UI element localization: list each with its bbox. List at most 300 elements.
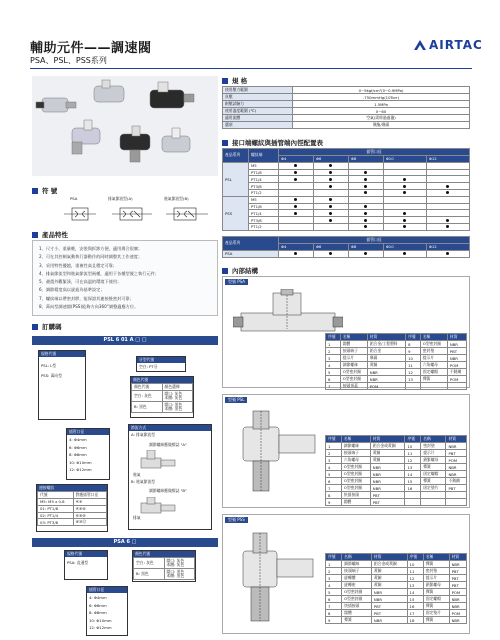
parts-cell: 17 [407,610,423,617]
parts-row [326,383,467,390]
parts-row [326,341,467,348]
parts-cell: 16 [407,603,423,610]
specs-heading [222,76,247,85]
pss-row [223,210,470,217]
adjust-a-diagram-icon [139,450,179,472]
psl-structure-panel [222,394,470,508]
parts-cell: NBR [446,443,467,450]
parts-cell: 11 [407,568,423,575]
color-cell: 閥口: 黑色 本體: 黑色 [162,402,193,413]
parts-header-cell: 名稱 [423,554,449,561]
parts-cell: 旋轉體 [342,575,372,582]
parts-cell: 接頭端子 [341,450,370,457]
pss-tag: 型號 PSS [225,517,248,523]
parts-cell: 6 [326,376,341,383]
parts-cell: 黃銅 [371,575,407,582]
parts-cell: 旋轉座 [342,582,372,589]
feature-item: 4、排氣節流型和進氣節流型兩種，適用于各種型號之執行元件； [39,270,159,276]
parts-cell: 鎖緊螺母 [423,582,449,589]
available-dot-icon [403,191,406,194]
availability-cell [348,217,383,224]
availability-cell [313,183,348,190]
parts-header-cell: 名稱 [342,554,372,561]
parts-cell: 固定螺帽 [420,369,447,376]
availability-cell [426,196,469,203]
parts-cell: 13 [405,464,421,471]
psl-parts-table [325,435,467,506]
available-dot-icon [364,212,367,215]
parts-cell: 提示片 [421,450,446,457]
parts-cell: O型密封圈 [341,464,370,471]
adjust-item: B: 進氣節流型 [131,478,156,484]
thread-cell: 01: PT1/8 [38,505,74,512]
parts-cell: 六角螺母 [341,457,370,464]
availability-cell [348,189,383,196]
parts-cell: 固定螺帽 [421,471,446,478]
available-dot-icon [364,219,367,222]
parts-cell: 11 [406,362,421,369]
parts-cell: 閥體 [340,341,367,348]
parts-cell: 鋁合金或黃銅 [371,561,407,568]
brand-logo [414,38,483,52]
parts-cell [446,492,467,499]
parts-row [326,450,467,457]
spec-label: 使用溫度範圍 (℃) [223,108,293,115]
parts-cell: O型密封圈 [341,478,370,485]
adjust-mode-label: 節流方式 [129,425,211,431]
availability-cell [313,189,348,196]
psa-pipe-item: 12: Φ12mm [89,625,112,630]
spec-label: 負壓 [223,94,293,101]
psa-col-header: Φ4 [279,244,314,251]
parts-cell: 黃銅 [370,450,405,457]
parts-header-cell: 名稱 [341,436,370,443]
spec-value: 0~60 [293,108,470,115]
availability-cell [348,203,383,210]
parts-cell: 18 [407,617,423,624]
parts-cell: 黃銅 [367,362,405,369]
product-photo [32,76,218,176]
parts-cell: POM [367,383,405,390]
availability-cell [313,176,348,183]
parts-cell: 13 [407,582,423,589]
parts-cell: 1 [326,443,342,450]
parts-cell: NBR [447,355,466,362]
features-box [32,240,218,316]
psa-color-cell: 空白: 灰色 [134,558,165,569]
spec-value: -750mmHg(10Torr) [293,94,470,101]
parts-row [326,369,467,376]
available-dot-icon [403,212,406,215]
parts-cell: NBR [370,485,405,492]
parts-cell: PBT [449,582,466,589]
parts-cell: NBR [370,471,405,478]
feature-item: 3、采用特性優越，重複性高且穩定可靠； [39,262,118,268]
psa-col-header: Φ8 [348,244,383,251]
thread-type-box [136,356,186,372]
parts-cell: PBT [371,603,407,610]
psa-pipe-box [86,586,128,636]
parts-row [326,478,467,485]
parts-cell: PBT [446,450,467,457]
parts-cell [406,383,421,390]
parts-cell: POM [449,589,466,596]
page-title: 輔助元件——調速閥 [30,41,152,56]
parts-cell: 2 [326,348,341,355]
availability-cell [426,183,469,190]
parts-cell: 15 [405,478,421,485]
availability-cell [348,162,383,169]
psa-pipe-item: 10: Φ10mm [89,617,112,623]
parts-cell: 接頭端子 [342,568,372,575]
parts-cell: 閥體 [341,499,370,506]
model-code-label: 規格代號 [39,351,85,357]
parts-cell: 密封墊 [421,443,446,450]
thread-cell: PT1/8 [249,203,279,210]
pss-cross-section-icon [233,529,323,629]
parts-cell: 調節螺絲 [342,561,372,568]
parts-cell: 1 [326,341,341,348]
adjust-note-b: 調節螺絲應做標誌 "B" [149,488,187,493]
availability-cell [426,250,469,257]
port-col-header: Φ6 [313,156,348,163]
availability-cell [313,169,348,176]
parts-cell: 13 [406,376,421,383]
color-cell: 空白: 灰色 [132,391,163,402]
thread-type-item: 空白: PT牙 [139,364,158,369]
parts-row [326,610,467,617]
parts-cell: NBR [446,471,467,478]
psa-pipe-item: 4: Φ4mm [89,595,107,600]
availability-cell [279,203,314,210]
parts-row [326,499,467,506]
section-square-icon [222,78,228,84]
thread-cell: ④⑥⑧ [73,505,106,512]
logo-mark-icon [414,40,426,50]
model-code-box [38,350,86,420]
parts-cell: 快插接頭 [341,492,370,499]
parts-cell: 快插接頭 [342,603,372,610]
parts-cell: 4 [326,362,341,369]
available-dot-icon [329,178,332,181]
parts-cell: NBR [371,596,407,603]
port-col-group: 插管口徑 [279,149,470,156]
availability-cell [383,183,426,190]
parts-row [326,457,467,464]
parts-cell: 彈簧 [421,464,446,471]
available-dot-icon [403,225,406,228]
availability-cell [313,162,348,169]
parts-header-cell: 名稱 [421,436,446,443]
parts-cell: PBT [449,575,466,582]
parts-cell [421,499,446,506]
availability-cell [279,210,314,217]
thread-cell: PT1/4 [249,176,279,183]
availability-cell [383,162,426,169]
pipe-item: 4: Φ4mm [69,437,87,442]
parts-cell: 固定墊片 [423,610,449,617]
available-dot-icon [329,185,332,188]
available-dot-icon [446,219,449,222]
parts-header-cell: 材質 [371,554,407,561]
psa-col-header: Φ12 [426,244,469,251]
parts-cell: O型密封圈 [340,376,367,383]
availability-cell [383,210,426,217]
psa-color-cell: 閥口: 黑色 本體: 黑色 [164,569,195,580]
pipe-item: 12: Φ12mm [69,467,92,472]
parts-cell: 彈簧 [423,561,449,568]
availability-cell [383,203,426,210]
parts-header-cell: 材質 [449,554,466,561]
symbol-heading-text: 符 號 [42,187,58,195]
psa-color-cell: B: 黑色 [134,569,165,580]
port-col-header: Φ10 [383,156,426,163]
available-dot-icon [403,219,406,222]
available-dot-icon [294,171,297,174]
features-heading-text: 產品特性 [42,231,68,239]
port-col-header: Φ4 [279,156,314,163]
port-table [222,148,470,231]
parts-cell: 16 [405,485,421,492]
available-dot-icon [329,198,332,201]
psl-row [223,183,470,190]
pipe-item: 6: Φ6mm [69,444,87,450]
parts-cell: 聚碳 [367,355,405,362]
available-dot-icon [329,219,332,222]
color-header: 顏色代號 [132,384,163,391]
availability-cell [383,176,426,183]
parts-header-cell: 序號 [326,554,342,561]
spec-label: 選項 [223,122,293,129]
psa-col-header: Φ6 [313,244,348,251]
parts-cell: 提示片 [420,355,447,362]
parts-row [326,376,467,383]
parts-cell: NBR [449,596,466,603]
parts-cell: 9 [326,617,342,624]
feature-item: 5、避震外觀緊湊，可在高溫的環境下使用； [39,279,122,285]
parts-header-cell: 序號 [326,436,342,443]
psl-row [223,176,470,183]
parts-cell: NBR [449,603,466,610]
availability-cell [313,217,348,224]
thread-cell: ④⑥ [73,499,106,506]
parts-row [326,596,467,603]
parts-cell: 11 [405,450,421,457]
parts-cell: O型密封圈 [342,596,372,603]
available-dot-icon [294,198,297,201]
parts-cell: 10 [405,443,421,450]
available-dot-icon [294,252,297,255]
parts-cell: 不銹鋼 [447,369,466,376]
spec-value: 1.5MPa [293,101,470,108]
parts-cell: POM [447,362,466,369]
pss-row [223,203,470,210]
adjust-item: A: 排氣節流型 [131,432,156,437]
parts-cell: 彈簧 [423,617,449,624]
parts-cell: 彈簧 [423,589,449,596]
parts-cell: 9 [326,499,342,506]
parts-cell: 彈簧 [421,478,446,485]
parts-cell: 4 [326,464,342,471]
parts-cell: NBR [367,369,405,376]
parts-header-cell: 材質 [367,334,405,341]
port-table-heading [222,138,323,147]
psa-model-item: PSA: 直通型 [67,560,89,565]
parts-header-cell: 名稱 [420,334,447,341]
parts-cell: 調節螺絲 [340,362,367,369]
parts-row [326,589,467,596]
availability-cell [313,250,348,257]
available-dot-icon [329,205,332,208]
parts-row [326,348,467,355]
parts-cell: 10 [407,561,423,568]
parts-row [326,355,467,362]
available-dot-icon [364,178,367,181]
parts-cell: O型密封圈 [340,369,367,376]
psl-tag: 型號 PSL [225,397,247,403]
parts-cell: 鎖緊螺母 [421,457,446,464]
psa-model-label: 規格代號 [65,551,107,557]
parts-cell: 7 [326,383,341,390]
parts-cell: 接頭頂蓋 [340,383,367,390]
psa-col-header: Φ10 [383,244,426,251]
section-square-icon [222,140,228,146]
parts-row [326,485,467,492]
thread-cell: M5: M5 x 0.8 [38,499,74,506]
availability-cell [348,176,383,183]
parts-cell: 提示片 [340,355,367,362]
parts-cell: PBT [370,499,405,506]
availability-cell [348,196,383,203]
parts-row [326,492,467,499]
ordering-heading [32,322,62,331]
available-dot-icon [294,164,297,167]
feature-item: 1、尺寸小，重量輕，安裝與拆卸方便，適用場合很廣； [39,246,143,251]
thread-cell: PT1/4 [249,210,279,217]
parts-cell: 7 [326,603,342,610]
parts-cell: 6 [326,478,342,485]
availability-cell [348,223,383,230]
available-dot-icon [403,178,406,181]
thread-cell: M5 [249,162,279,169]
parts-row [326,568,467,575]
availability-cell [383,223,426,230]
availability-cell [348,183,383,190]
parts-header-cell: 材質 [447,334,466,341]
specs-heading-text: 規 格 [232,77,248,85]
available-dot-icon [446,252,449,255]
available-dot-icon [446,191,449,194]
parts-cell: NBR [447,341,466,348]
parts-cell: 黃銅 [370,457,405,464]
pss-row [223,196,470,203]
psa-col-header: 產品系列 [223,237,279,251]
parts-row [326,582,467,589]
parts-cell: O型密封圈 [341,485,370,492]
availability-cell [426,189,469,196]
section-square-icon [32,188,38,194]
port-col-header: 產品系列 [223,149,249,163]
parts-cell: 7 [326,485,342,492]
spec-label: 使用壓力範圍 [223,87,293,94]
section-square-icon [222,268,228,274]
pss-row [223,223,470,230]
availability-cell [279,250,314,257]
parts-cell: PBT [446,485,467,492]
parts-cell: 黃銅 [371,582,407,589]
parts-header-cell: 序號 [326,334,341,341]
availability-cell [383,250,426,257]
parts-cell: 3 [326,355,341,362]
parts-cell: 固定墊片 [421,485,446,492]
psa-series-label: PSA [223,250,279,257]
thread-type-label: 牙型代號 [137,357,185,363]
thread-cell: PT1/2 [249,189,279,196]
parts-header-cell: 序號 [405,436,421,443]
parts-cell: NBR [449,561,466,568]
available-dot-icon [446,225,449,228]
port-table-heading-text: 接口端螺紋與插管端內徑配置表 [232,139,323,147]
availability-cell [313,223,348,230]
parts-cell: 9 [406,348,421,355]
section-square-icon [32,232,38,238]
parts-cell: NBR [367,376,405,383]
availability-cell [313,203,348,210]
parts-cell: PBT [449,568,466,575]
availability-cell [279,162,314,169]
spec-label: 適用流體 [223,115,293,122]
available-dot-icon [294,212,297,215]
available-dot-icon [364,252,367,255]
available-dot-icon [294,178,297,181]
thread-cell: PT3/8 [249,183,279,190]
parts-cell: 3 [326,457,342,464]
parts-cell: 3 [326,575,342,582]
psl-cross-section-icon [233,407,323,503]
thread-label: 連接螺紋 [37,485,107,491]
parts-cell: 鋁合金 [367,348,405,355]
section-square-icon [32,324,38,330]
parts-cell: 12 [405,457,421,464]
parts-cell: 5 [326,471,342,478]
psa-color-cell: 閥口: 灰色 本體: 灰色 [164,558,195,569]
symbol-diagrams [62,196,218,226]
thread-cell: PT1/2 [249,223,279,230]
psa-structure-panel [222,276,470,388]
parts-cell [405,499,421,506]
thread-cell: PT1/8 [249,169,279,176]
parts-cell: 彈簧 [420,376,447,383]
psl-row [223,169,470,176]
parts-cell [421,492,446,499]
pss-row [223,217,470,224]
parts-row [326,561,467,568]
parts-row [326,471,467,478]
parts-cell: O型密封圈 [341,471,370,478]
parts-cell: NBR [370,478,405,485]
psa-model-box [64,550,108,580]
parts-cell: 10 [406,355,421,362]
parts-header-cell: 材質 [446,436,467,443]
thread-cell: 03: PT3/8 [38,519,74,526]
parts-cell: 6 [326,596,342,603]
available-dot-icon [329,252,332,255]
adjust-b-diagram-icon [139,497,179,515]
parts-cell [405,492,421,499]
psa-pipe-item: 6: Φ6mm [89,602,107,608]
thread-cell: ⑥⑧⑩ [73,512,106,519]
parts-cell: 提示片 [423,575,449,582]
